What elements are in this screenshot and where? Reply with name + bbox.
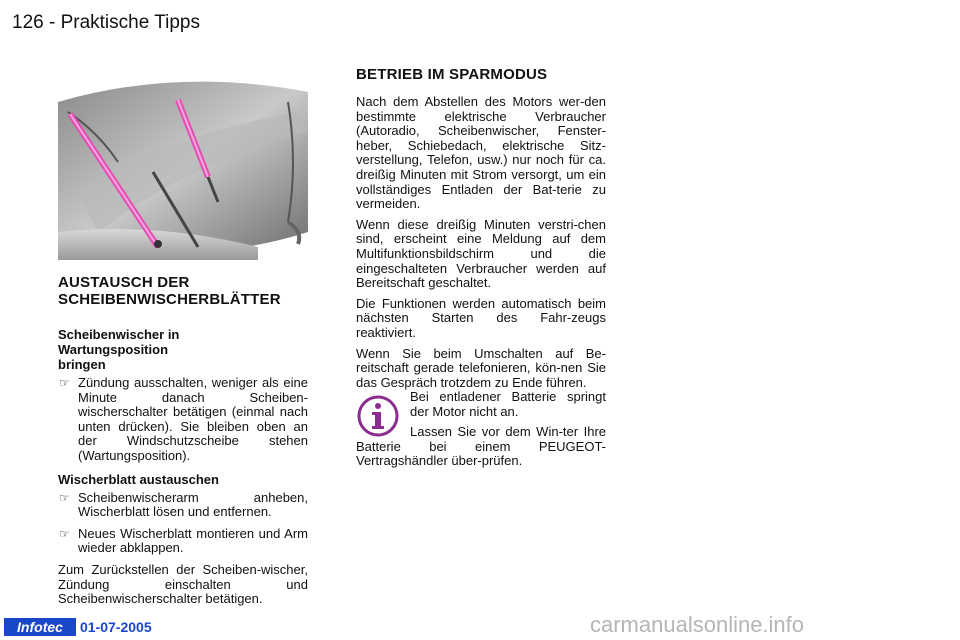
paragraph: Die Funktionen werden automatisch beim nächsten Starten des Fahr-zeugs reaktiviert.: [356, 295, 606, 340]
info-icon: [356, 394, 400, 438]
subheading-replace-blade: Wischerblatt austauschen: [58, 471, 219, 487]
pointing-finger-icon: ☞: [59, 376, 70, 390]
paragraph: Wenn diese dreißig Minuten verstri-chen sind, erscheint eine Meldung auf dem Multifunktionsbildschirm und die eingeschalteten Verbraucher werden auf Bereitschaft geschaltet.: [356, 216, 606, 291]
section-heading-economy-mode: BETRIEB IM SPARMODUS: [356, 66, 548, 83]
paragraph: Nach dem Abstellen des Motors wer-den bestimmte elektrische Verbraucher (Autoradio, Scheibenwischer, Fenster-heber, Schiebedach, elektrische Sitz-verstellung, Telefon, usw.) nur noch für ca. dreißig Minuten mit Strom versorgt, um ein vollständiges Entladen der Bat-terie zu vermeiden.: [356, 94, 606, 212]
note-text-check-battery: Lassen Sie vor dem Win-ter Ihre Batterie bei einem PEUGEOT-Vertragshändler über-prüfen.: [356, 424, 606, 469]
page-title: 126 - Praktische Tipps: [12, 12, 200, 33]
list-item: ☞ Neues Wischerblatt montieren und Arm wieder abklappen.: [59, 525, 308, 556]
pointing-finger-icon: ☞: [59, 526, 70, 541]
bullet-list-service-position: [58, 376, 308, 464]
pointing-finger-icon: ☞: [59, 490, 70, 505]
left-column: [58, 274, 308, 607]
bullet-list-replace-blade: [58, 491, 308, 556]
closing-paragraph: Zum Zurückstellen der Scheiben-wischer, Zündung einschalten und Scheibenwischerschalter betätigen.: [58, 561, 308, 607]
watermark: carmanualsonline.info: [590, 612, 805, 637]
battery-note: [356, 390, 606, 469]
list-item: ☞ Scheibenwischerarm anheben, Wischerblatt lösen und entfernen.: [59, 489, 308, 520]
right-column: [356, 66, 606, 396]
windshield-wiper-illustration: [58, 72, 308, 260]
footer-date: 01-07-2005: [80, 619, 152, 635]
note-text-battery: Bei entladener Batterie springt der Motor nicht an.: [410, 389, 606, 419]
subheading-service-position: Scheibenwischer in Wartungsposition bringen: [58, 327, 180, 372]
section-heading-wiper-replacement: AUSTAUSCH DER SCHEIBENWISCHERBLÄTTER: [58, 274, 281, 308]
footer-infotec-badge: Infotec: [4, 618, 76, 636]
paragraph: Wenn Sie beim Umschalten auf Be-reitschaft gerade telefonieren, kön-nen Sie das Gespräch trotzdem zu Ende führen.: [356, 345, 606, 390]
list-item: ☞ Zündung ausschalten, weniger als eine Minute danach Scheiben-wischerschalter betätigen (einmal nach unten drücken). Sie bleiben oben an der Windschutzscheibe stehen (Wartungsposition).: [59, 375, 308, 463]
